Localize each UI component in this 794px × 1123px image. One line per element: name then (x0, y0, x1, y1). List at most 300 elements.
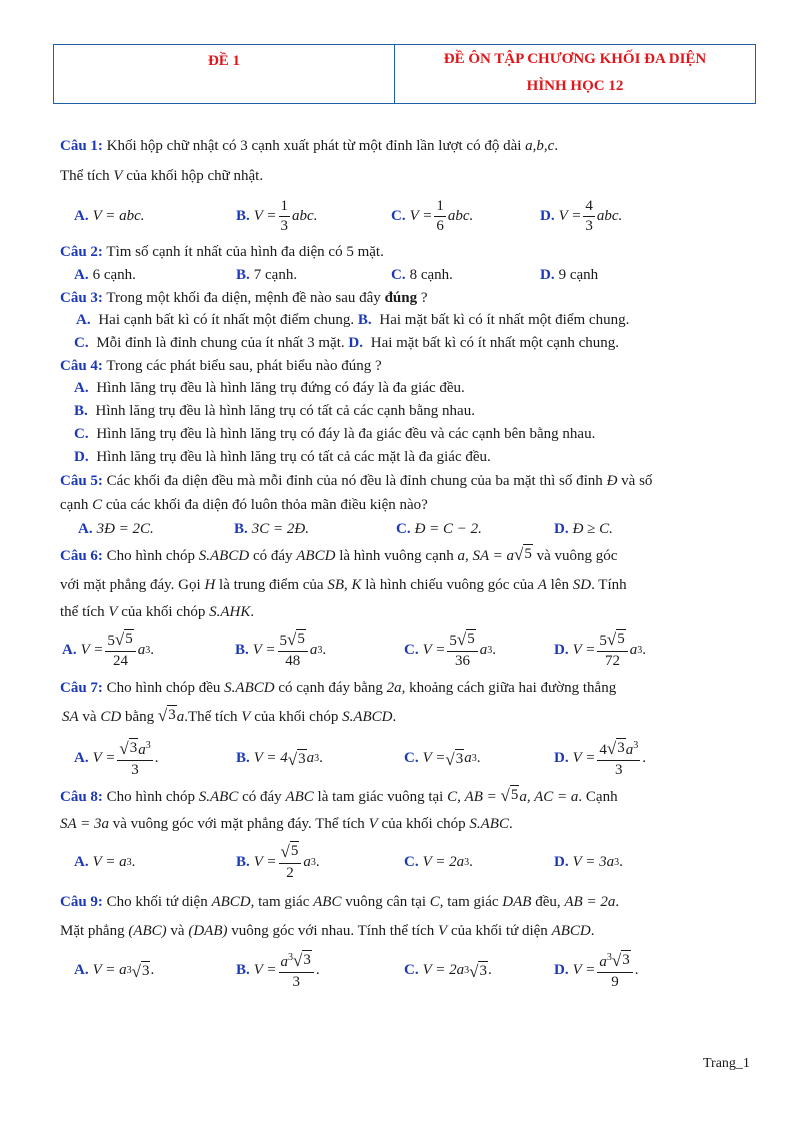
option-text: Hai cạnh bất kì có ít nhất một điểm chung. (94, 312, 355, 328)
option-a[interactable] (62, 629, 235, 671)
option-text: Hai mặt bất kì có ít nhất một cạnh chung. (366, 335, 620, 351)
fraction (434, 197, 446, 236)
option-d[interactable] (554, 629, 646, 671)
option-label: A. (74, 266, 89, 283)
math-vars: a,b,c (525, 138, 555, 154)
radicand: 5 (524, 546, 532, 562)
math-var: S.ABC (198, 789, 239, 805)
punct: . (322, 641, 327, 658)
math-var: C (92, 497, 103, 513)
denominator: 72 (605, 653, 621, 669)
question-list (60, 131, 756, 995)
exponent: 3 (126, 856, 132, 868)
option-b[interactable] (236, 197, 391, 236)
numerator: $a^3$ √ 3 (279, 948, 314, 973)
question-text: cạnh (60, 497, 93, 513)
denominator: 6 (436, 217, 444, 234)
math-var: S.AHK (209, 604, 251, 620)
option-math: V = (253, 207, 277, 224)
exponent: 3 (317, 644, 323, 656)
exponent: 3 (314, 752, 320, 764)
question-text: của khối hộp chữ nhật. (122, 168, 264, 184)
option-label: D. (554, 641, 569, 658)
option-math: Đ = C − 2. (414, 520, 482, 537)
question-1 (60, 131, 756, 241)
option-b[interactable] (234, 521, 396, 538)
exponent: 3 (606, 952, 612, 963)
option-d[interactable] (540, 197, 622, 236)
question-number: Câu 2: (60, 244, 103, 260)
option-label: C. (74, 426, 89, 442)
question-text: của khối chóp (250, 709, 343, 725)
question-text: Cho hình chóp (102, 548, 199, 564)
question-text: . (615, 894, 620, 910)
option-d[interactable] (540, 267, 598, 284)
exponent: 3 (633, 740, 639, 751)
question-text: Khối hộp chữ nhật có 3 cạnh xuất phát từ một đỉnh lần lượt có độ dài (102, 138, 526, 154)
exponent: 3 (145, 644, 151, 656)
sqrt: √ 3 (157, 706, 176, 725)
option-label: C. (391, 266, 406, 283)
coef: 5 (599, 633, 607, 649)
question-4 (60, 355, 756, 469)
numerator: $a^3$ √ 3 (597, 948, 632, 973)
question-text: . (392, 709, 397, 725)
question-emphasis: đúng (384, 290, 418, 306)
header-title-line2: HÌNH HỌC 12 (526, 78, 624, 94)
question-text: , tam giác (439, 894, 503, 910)
math-var: SA (62, 709, 79, 725)
question-text: bằng (121, 709, 158, 725)
option-math: 3C = 2Đ. (251, 520, 309, 537)
option-text: Hình lăng trụ đều là hình lăng trụ có tất cả các cạnh bằng nhau. (91, 403, 475, 419)
option-c[interactable]: C. V = √ 3 a 3 . (404, 749, 481, 769)
option-math: V = (80, 641, 104, 658)
fraction (279, 197, 291, 236)
fraction (105, 629, 135, 671)
radicand: 5 (297, 631, 305, 647)
option-label: B. (74, 403, 88, 419)
option-math: V = abc. (92, 207, 145, 224)
denominator: 3 (292, 974, 300, 990)
numerator: 5 √ 5 (597, 629, 627, 652)
option-label: A. (76, 312, 91, 328)
option-c[interactable] (396, 521, 554, 538)
math-var: a (457, 548, 465, 564)
option-math: V = (558, 207, 582, 224)
math-expr: SA = a (472, 548, 515, 564)
punct: . (154, 749, 159, 766)
coef: 5 (279, 633, 288, 649)
question-number: Câu 7: (60, 680, 103, 696)
option-label: C. (74, 335, 89, 351)
option-math: V = (253, 961, 277, 978)
option-math: abc. (596, 207, 623, 224)
math-var: a (625, 742, 634, 758)
option-label: B. (236, 749, 250, 766)
fraction (279, 841, 302, 883)
option-a[interactable]: A. V = a 3 √ 3 . (74, 961, 155, 981)
option-a[interactable] (78, 521, 234, 538)
denominator: 3 (131, 762, 139, 778)
option-b[interactable] (358, 312, 629, 328)
question-text: , (344, 577, 352, 593)
option-d[interactable] (554, 521, 613, 538)
exponent: 3 (487, 644, 493, 656)
exponent: 3 (310, 856, 316, 868)
option-b[interactable] (236, 267, 391, 284)
option-label: B. (357, 312, 372, 328)
radicand: 3 (617, 740, 625, 756)
option-math: V = (422, 749, 446, 766)
radicand: 3 (455, 750, 464, 767)
radicand: 5 (510, 787, 519, 803)
option-label: B. (236, 266, 250, 283)
exponent: 3 (464, 964, 470, 976)
question-text: lên (546, 577, 573, 593)
punct: . (150, 641, 154, 658)
math-var: a (138, 742, 146, 758)
denominator: 36 (455, 653, 471, 669)
option-math: V = a (92, 853, 127, 870)
question-text: của khối chóp (117, 604, 210, 620)
math-var: Đ (606, 473, 618, 489)
math-var: ABCD (211, 894, 251, 910)
page-number: Trang_1 (703, 1056, 750, 1071)
question-text: thể tích (60, 604, 109, 620)
option-c[interactable] (74, 335, 345, 351)
option-text: 8 cạnh. (409, 266, 453, 283)
radicand: 3 (129, 740, 138, 756)
option-math: V = (572, 961, 596, 978)
sqrt: √ 5 (514, 545, 532, 564)
header-exam-number: ĐỀ 1 (54, 45, 395, 103)
denominator: 9 (611, 974, 619, 990)
option-d[interactable] (554, 854, 623, 871)
math-var: a (176, 709, 185, 725)
option-math: Đ ≥ C. (572, 520, 613, 537)
option-label: D. (554, 961, 569, 978)
option-math: V = (572, 749, 596, 766)
question-text: là hình chiếu vuông góc của (361, 577, 538, 593)
option-a[interactable] (74, 736, 236, 780)
math-var: V (108, 604, 118, 620)
option-math: a (137, 641, 146, 658)
option-math: V = (572, 641, 596, 658)
math-var: 2a (386, 680, 402, 696)
math-var: a (303, 853, 311, 870)
punct: . (469, 853, 473, 870)
punct: . (619, 853, 623, 870)
punct: . (315, 853, 320, 870)
exponent: 3 (471, 752, 477, 764)
question-text: . Tính (591, 577, 627, 593)
option-label: B. (236, 853, 250, 870)
math-var: S.ABCD (224, 680, 275, 696)
question-text: Tìm số cạnh ít nhất của hình đa diện có 5 mặt. (102, 244, 384, 260)
option-label: C. (404, 853, 419, 870)
option-label: B. (236, 207, 250, 224)
option-label: A. (78, 520, 93, 537)
option-c[interactable] (391, 267, 540, 284)
option-text: 7 cạnh. (253, 266, 298, 283)
question-text: và (166, 923, 189, 939)
option-text: Hình lăng trụ đều là hình lăng trụ đứng có đáy là đa giác đều. (92, 380, 465, 396)
sqrt: √ 5 (500, 786, 519, 805)
option-a[interactable] (74, 208, 236, 225)
question-6 (60, 541, 756, 675)
question-8 (60, 783, 756, 887)
fraction (279, 948, 314, 992)
question-7 (60, 675, 756, 783)
numerator: 1 (279, 197, 291, 217)
answer-row (60, 191, 756, 241)
option-d[interactable] (554, 736, 646, 780)
option-c[interactable] (60, 423, 756, 446)
header-exam-title (395, 45, 755, 103)
question-text: Mặt phẳng (60, 923, 129, 939)
denominator: 24 (113, 653, 129, 669)
math-var: SB (327, 577, 344, 593)
punct: . (315, 961, 320, 978)
option-b[interactable]: B. V = 4 √ 3 a 3 . (236, 749, 323, 769)
radicand: 5 (617, 631, 625, 647)
math-var: C (447, 789, 458, 805)
math-expr: SA = 3a (60, 816, 110, 832)
question-text: Các khối đa diện đều mà mỗi đỉnh của nó đều là đỉnh chung của ba mặt thì số đỉnh (102, 473, 607, 489)
header-table (53, 44, 756, 104)
exponent: 3 (614, 856, 620, 868)
option-math: V = 4 (253, 749, 288, 766)
math-var: a (464, 749, 472, 766)
option-b[interactable] (236, 841, 404, 883)
question-text: .Thể tích (184, 709, 242, 725)
option-label: A. (74, 853, 89, 870)
option-label: A. (62, 641, 77, 658)
question-text: và vuông góc với mặt phẳng đáy. Thể tích (109, 816, 369, 832)
option-d[interactable] (348, 335, 619, 351)
question-text: và (78, 709, 101, 725)
question-text: có đáy (238, 789, 286, 805)
option-label: D. (554, 520, 569, 537)
math-var: V (438, 923, 448, 939)
question-text: Cho hình chóp đều (102, 680, 225, 696)
option-math: V = (409, 207, 433, 224)
fraction (583, 197, 595, 236)
numerator: √ 5 (279, 841, 302, 864)
question-number: Câu 6: (60, 548, 103, 564)
option-a[interactable] (74, 267, 236, 284)
option-math: a (629, 641, 638, 658)
numerator: 5 √ 5 (105, 629, 135, 652)
math-var: ABC (313, 894, 342, 910)
option-c[interactable] (391, 197, 540, 236)
math-var: CD (100, 709, 122, 725)
fraction (597, 736, 640, 780)
question-number: Câu 8: (60, 789, 103, 805)
question-text: . (554, 138, 559, 154)
radicand: 3 (168, 707, 176, 723)
option-math: V = (253, 853, 277, 870)
question-text: có cạnh đáy bằng (274, 680, 387, 696)
punct: . (131, 853, 136, 870)
question-text: ? (417, 290, 428, 306)
option-math: a (309, 641, 318, 658)
math-var: S.ABC (469, 816, 509, 832)
option-math: V = 2a (422, 853, 465, 870)
question-number: Câu 1: (60, 138, 103, 154)
fraction (117, 736, 152, 780)
option-text: Mỗi đỉnh là đỉnh chung của ít nhất 3 mặt. (92, 335, 345, 351)
question-text: Cho hình chóp (102, 789, 199, 805)
option-a[interactable] (76, 312, 354, 328)
option-math: V = a (92, 961, 127, 978)
option-label: B. (235, 641, 249, 658)
option-label: D. (74, 449, 89, 465)
question-text: , khoảng cách giữa hai đường thẳng (401, 680, 617, 696)
option-c[interactable]: C. V = 2a 3 √ 3 . (404, 961, 492, 981)
numerator: 4 (583, 197, 595, 217)
question-number: Câu 3: (60, 290, 103, 306)
radicand: 3 (303, 952, 311, 968)
option-c[interactable] (404, 854, 554, 871)
option-label: B. (234, 520, 248, 537)
punct: . (634, 961, 639, 978)
option-b[interactable] (60, 400, 756, 423)
question-text: , (465, 548, 473, 564)
punct: . (150, 961, 155, 978)
answer-row (60, 837, 756, 887)
exponent: 3 (288, 952, 294, 963)
option-math: V = 2a (422, 961, 465, 978)
answer-row (60, 625, 756, 675)
option-text: 9 cạnh (558, 266, 599, 283)
option-a[interactable] (60, 377, 756, 400)
math-var: SD (572, 577, 592, 593)
question-3 (60, 287, 756, 355)
question-2 (60, 241, 756, 287)
math-var: ABCD (551, 923, 591, 939)
option-b[interactable] (235, 629, 404, 671)
question-text: vuông cân tại (341, 894, 430, 910)
option-a[interactable] (74, 854, 236, 871)
math-var: C (429, 894, 440, 910)
radicand: 3 (298, 750, 306, 767)
coef: 4 (599, 742, 607, 758)
math-expr: a, AC = a (519, 789, 579, 805)
option-label: A. (74, 749, 89, 766)
denominator: 48 (285, 653, 301, 669)
denominator: 3 (280, 217, 289, 234)
option-label: A. (74, 207, 89, 224)
option-label: D. (540, 207, 555, 224)
option-label: D. (348, 335, 363, 351)
option-math: V = (252, 641, 276, 658)
exponent: 3 (637, 644, 643, 656)
exponent: 3 (145, 740, 151, 751)
punct: . (492, 641, 496, 658)
radicand: 3 (479, 962, 487, 979)
punct: . (642, 749, 646, 766)
option-text: Hình lăng trụ đều là hình lăng trụ có tất cả các mặt là đa giác đều. (92, 449, 491, 465)
question-text: và vuông góc (532, 548, 618, 564)
exponent: 3 (126, 964, 132, 976)
fraction (278, 629, 308, 671)
option-math: 3Đ = 2C. (96, 520, 154, 537)
answer-row (60, 263, 756, 287)
question-text: Thể tích (60, 168, 114, 184)
math-var: DAB (502, 894, 532, 910)
question-9 (60, 887, 756, 995)
option-label: C. (391, 207, 406, 224)
option-math: V = (92, 749, 116, 766)
question-text: . (250, 604, 255, 620)
option-text: 6 cạnh. (92, 266, 136, 283)
math-var: S.ABCD (342, 709, 393, 725)
option-label: A. (74, 380, 89, 396)
question-text: Cho khối tứ diện (102, 894, 212, 910)
punct: . (487, 961, 492, 978)
option-b[interactable] (236, 948, 404, 992)
denominator: 3 (585, 217, 593, 234)
math-var: K (351, 577, 362, 593)
option-label: C. (404, 961, 419, 978)
option-math: a (479, 641, 488, 658)
question-5 (60, 469, 756, 541)
punct: . (642, 641, 646, 658)
option-text: Hai mặt bất kì có ít nhất một điểm chung. (375, 312, 630, 328)
option-math: abc. (292, 207, 318, 224)
option-d[interactable] (60, 446, 756, 469)
option-label: C. (404, 749, 419, 766)
math-var: a (599, 954, 607, 970)
option-math: V = 3a (572, 853, 615, 870)
question-text: là hình vuông cạnh (335, 548, 458, 564)
numerator: 4 √ 3 $a^3$ (597, 736, 640, 761)
radicand: 5 (467, 631, 475, 647)
question-text: với mặt phẳng đáy. Gọi (60, 577, 205, 593)
math-expr: AB = (464, 789, 501, 805)
coef: 5 (449, 633, 457, 649)
option-label: D. (554, 749, 569, 766)
question-text: của khối chóp (377, 816, 470, 832)
fraction (447, 629, 477, 671)
option-d[interactable] (554, 948, 638, 992)
answer-row (60, 945, 756, 995)
math-var: V (241, 709, 251, 725)
answer-line (60, 309, 756, 332)
math-var: V (113, 168, 123, 184)
question-text: và số (617, 473, 653, 489)
option-label: C. (404, 641, 419, 658)
question-text: , (457, 789, 465, 805)
question-number: Câu 4: (60, 358, 103, 374)
math-var: (DAB) (188, 923, 228, 939)
radicand: 5 (290, 843, 299, 859)
question-text: của khối tứ diện (447, 923, 552, 939)
denominator: 2 (286, 865, 294, 881)
question-text: , tam giác (250, 894, 314, 910)
numerator: 5 √ 5 (278, 629, 308, 652)
option-c[interactable] (404, 629, 554, 671)
exponent: 3 (464, 856, 470, 868)
question-text: là tam giác vuông tại (313, 789, 448, 805)
option-label: D. (540, 266, 555, 283)
question-number: Câu 5: (60, 473, 103, 489)
math-var: ABC (285, 789, 314, 805)
math-expr: AB = 2a (564, 894, 616, 910)
question-text: . (590, 923, 595, 939)
